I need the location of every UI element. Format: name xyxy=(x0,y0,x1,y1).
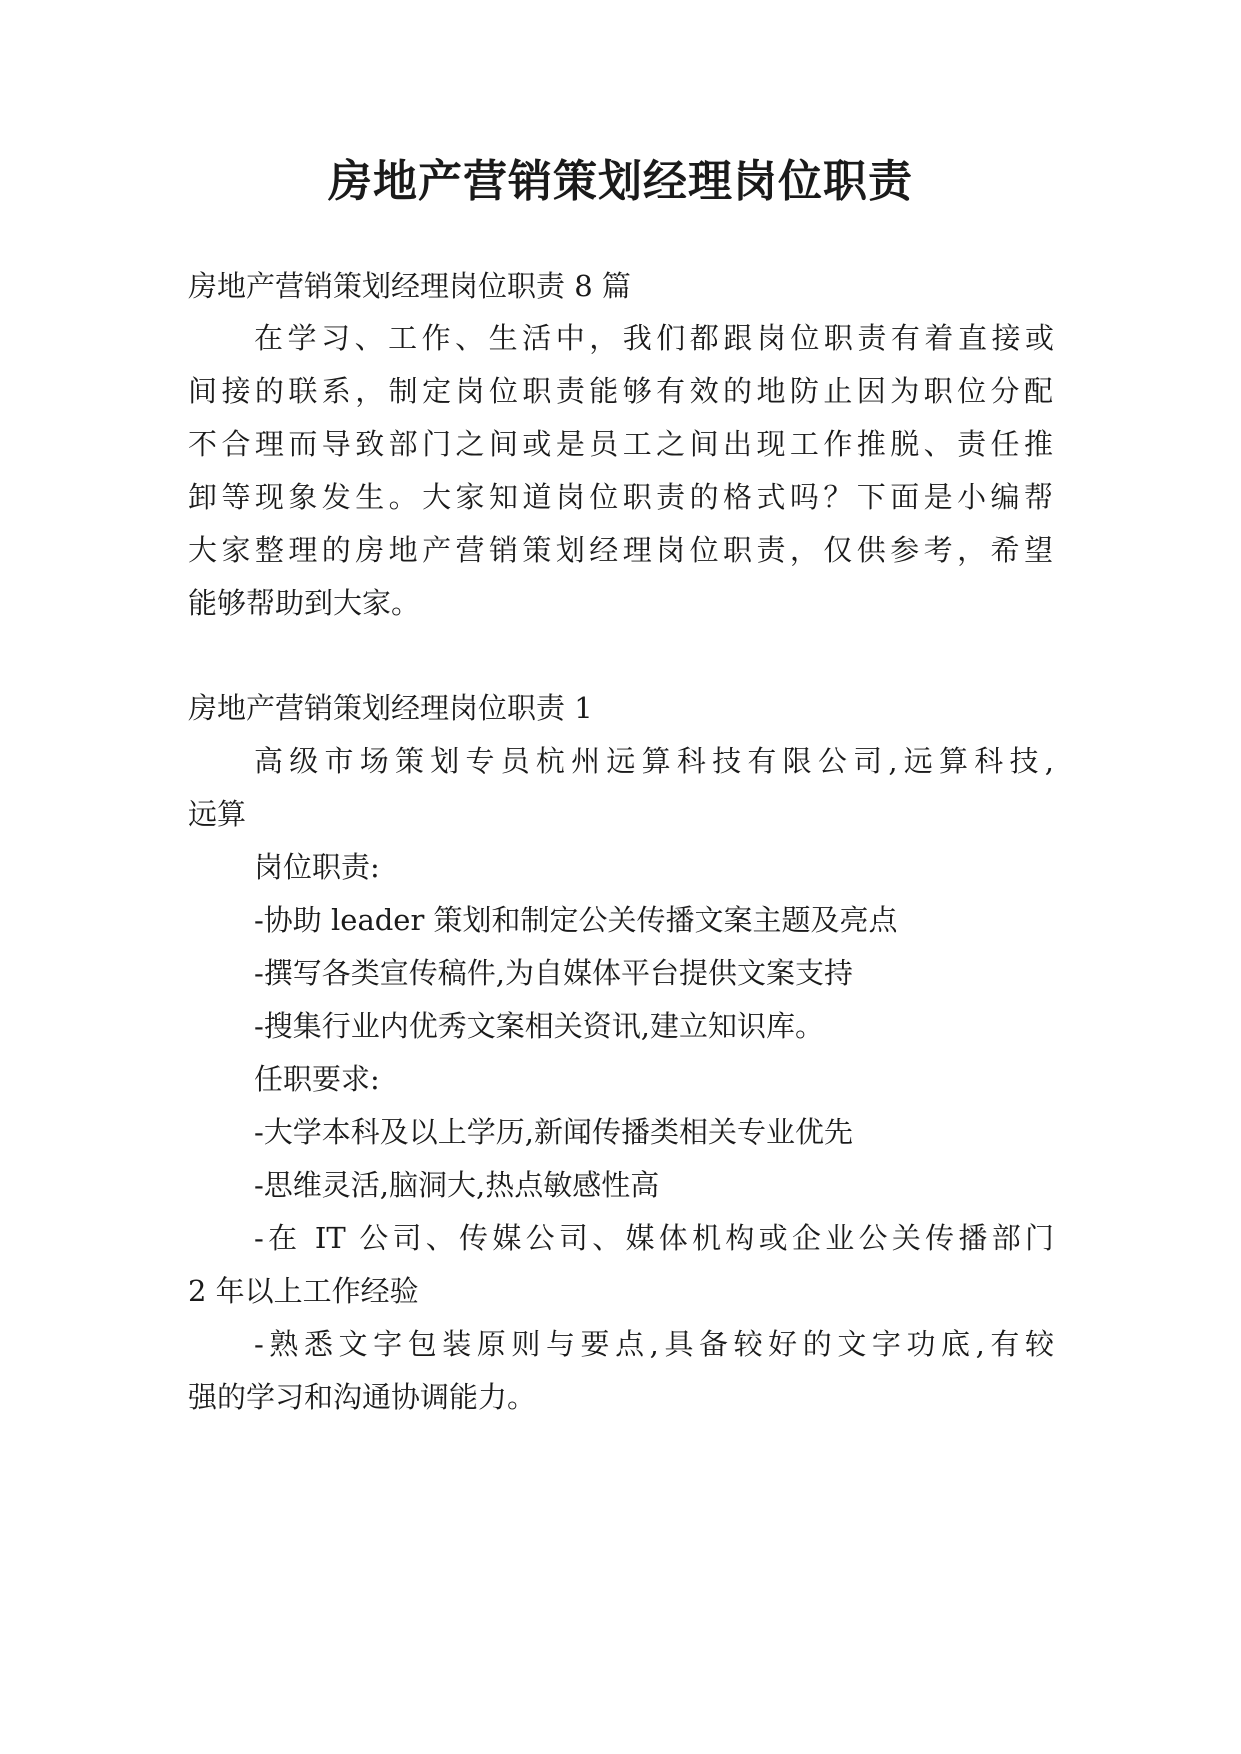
company-line: 远算 xyxy=(188,797,247,831)
duty-item: -搜集行业内优秀文案相关资讯,建立知识库。 xyxy=(254,1009,825,1043)
duties-heading: 岗位职责: xyxy=(254,850,380,884)
requirement-item-continued: 2 年以上工作经验 xyxy=(188,1274,419,1308)
requirement-item: -熟悉文字包装原则与要点,具备较好的文字功底,有较 xyxy=(254,1327,1054,1361)
document-title: 房地产营销策划经理岗位职责 xyxy=(328,156,913,207)
intro-line: 在学习、工作、生活中，我们都跟岗位职责有着直接或 xyxy=(254,321,1054,355)
requirements-heading: 任职要求: xyxy=(254,1062,380,1096)
intro-line: 能够帮助到大家。 xyxy=(188,586,421,620)
intro-line: 间接的联系，制定岗位职责能够有效的地防止因为职位分配 xyxy=(188,374,1053,408)
section-heading: 房地产营销策划经理岗位职责 1 xyxy=(188,691,593,725)
intro-line: 卸等现象发生。大家知道岗位职责的格式吗？下面是小编帮 xyxy=(188,480,1053,514)
intro-line: 大家整理的房地产营销策划经理岗位职责，仅供参考，希望 xyxy=(188,533,1053,567)
company-line: 高级市场策划专员杭州远算科技有限公司,远算科技, xyxy=(254,744,1054,778)
document-subtitle: 房地产营销策划经理岗位职责 8 篇 xyxy=(188,269,631,303)
requirement-item: -思维灵活,脑洞大,热点敏感性高 xyxy=(254,1168,660,1202)
intro-line: 不合理而导致部门之间或是员工之间出现工作推脱、责任推 xyxy=(188,427,1053,461)
requirement-item: -大学本科及以上学历,新闻传播类相关专业优先 xyxy=(254,1115,854,1149)
duty-item: -协助 leader 策划和制定公关传播文案主题及亮点 xyxy=(254,903,898,937)
requirement-item: -在 IT 公司、传媒公司、媒体机构或企业公关传播部门 xyxy=(254,1221,1054,1255)
requirement-item-continued: 强的学习和沟通协调能力。 xyxy=(188,1380,537,1414)
duty-item: -撰写各类宣传稿件,为自媒体平台提供文案支持 xyxy=(254,956,854,990)
